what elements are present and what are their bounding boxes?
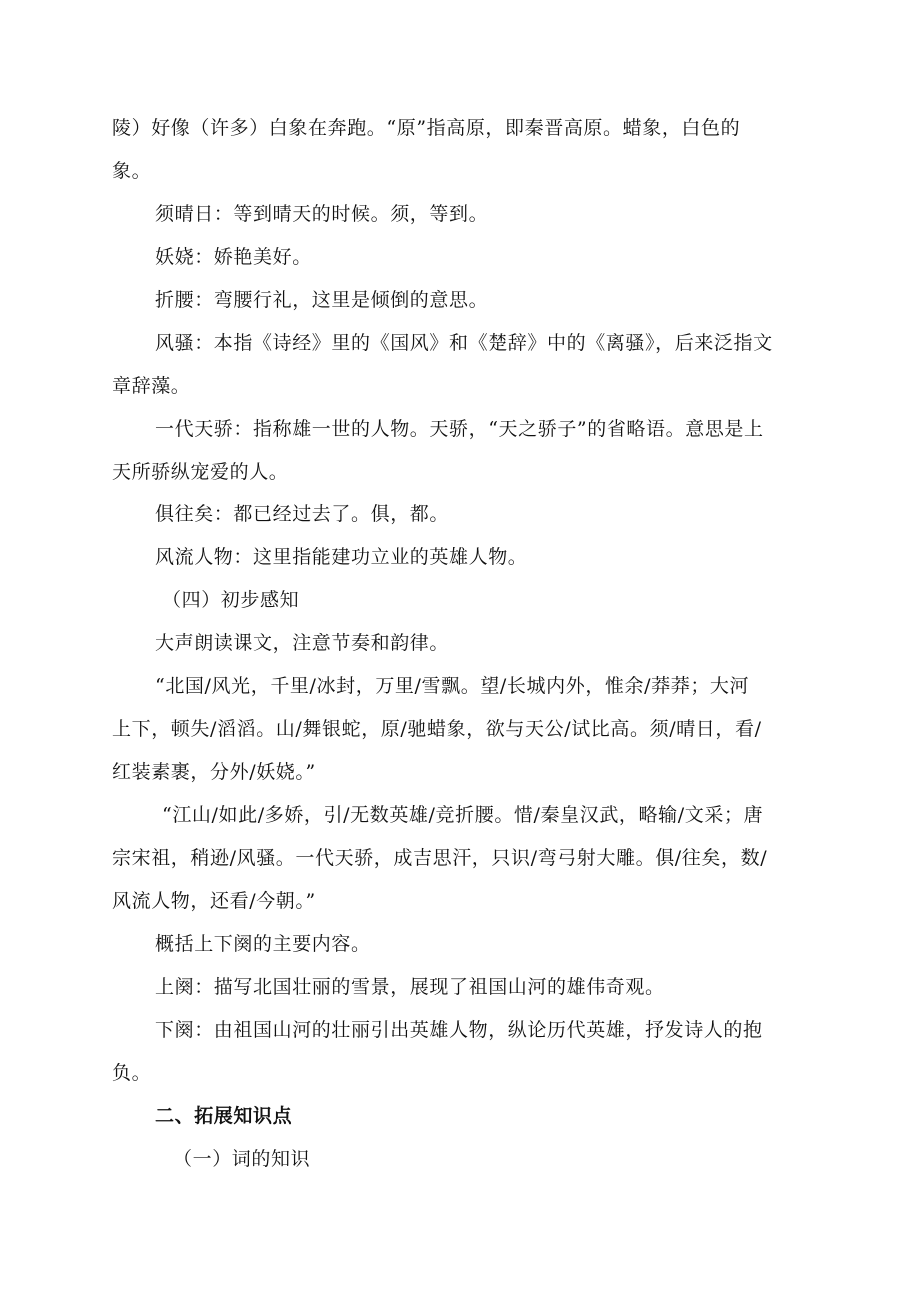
poem-line: 红装素裹，分外/妖娆。” [112, 761, 316, 783]
text-line: 俱往矣：都已经过去了。俱，都。 [155, 503, 450, 525]
text-line: 陵）好像（许多）白象在奔跑。“原”指高原，即秦晋高原。蜡象，白色的 [112, 117, 741, 139]
text-line: 大声朗读课文，注意节奏和韵律。 [155, 632, 450, 654]
text-line: 负。 [112, 1062, 152, 1084]
text-line: 风骚：本指《诗经》里的《国风》和《楚辞》中的《离骚》，后来泛指文 [155, 332, 773, 354]
text-line: 上阕：描写北国壮丽的雪景，展现了祖国山河的雄伟奇观。 [155, 976, 665, 998]
text-line: 象。 [112, 160, 152, 182]
poem-line: 风流人物，还看/今朝。” [112, 890, 316, 912]
poem-line: 上下，顿失/滔滔。山/舞银蛇，原/驰蜡象，欲与天公/试比高。须/晴日，看/ [112, 718, 762, 740]
text-line: 须晴日：等到晴天的时候。须，等到。 [155, 203, 489, 225]
poem-line: “江山/如此/多娇，引/无数英雄/竞折腰。惜/秦皇汉武，略输/文采；唐 [162, 804, 764, 826]
subsection-heading: （一）词的知识 [173, 1148, 311, 1170]
text-line: 章辞藻。 [112, 375, 191, 397]
section-heading: 二、拓展知识点 [155, 1105, 293, 1127]
text-line: 风流人物：这里指能建功立业的英雄人物。 [155, 546, 528, 568]
text-line: 下阕：由祖国山河的壮丽引出英雄人物，纵论历代英雄，抒发诗人的抱 [155, 1019, 763, 1041]
text-line: 妖娆：娇艳美好。 [155, 246, 312, 268]
text-line: 折腰：弯腰行礼，这里是倾倒的意思。 [155, 289, 489, 311]
poem-line: “北国/风光，千里/冰封，万里/雪飘。望/长城内外，惟余/莽莽；大河 [155, 675, 750, 697]
text-line: 概括上下阕的主要内容。 [155, 933, 371, 955]
text-line: 一代天骄：指称雄一世的人物。天骄，“天之骄子”的省略语。意思是上 [155, 418, 764, 440]
section-heading: （四）初步感知 [162, 589, 300, 611]
text-line: 天所骄纵宠爱的人。 [112, 461, 289, 483]
poem-line: 宗宋祖，稍逊/风骚。一代天骄，成吉思汗，只识/弯弓射大雕。俱/往矣，数/ [112, 847, 768, 869]
